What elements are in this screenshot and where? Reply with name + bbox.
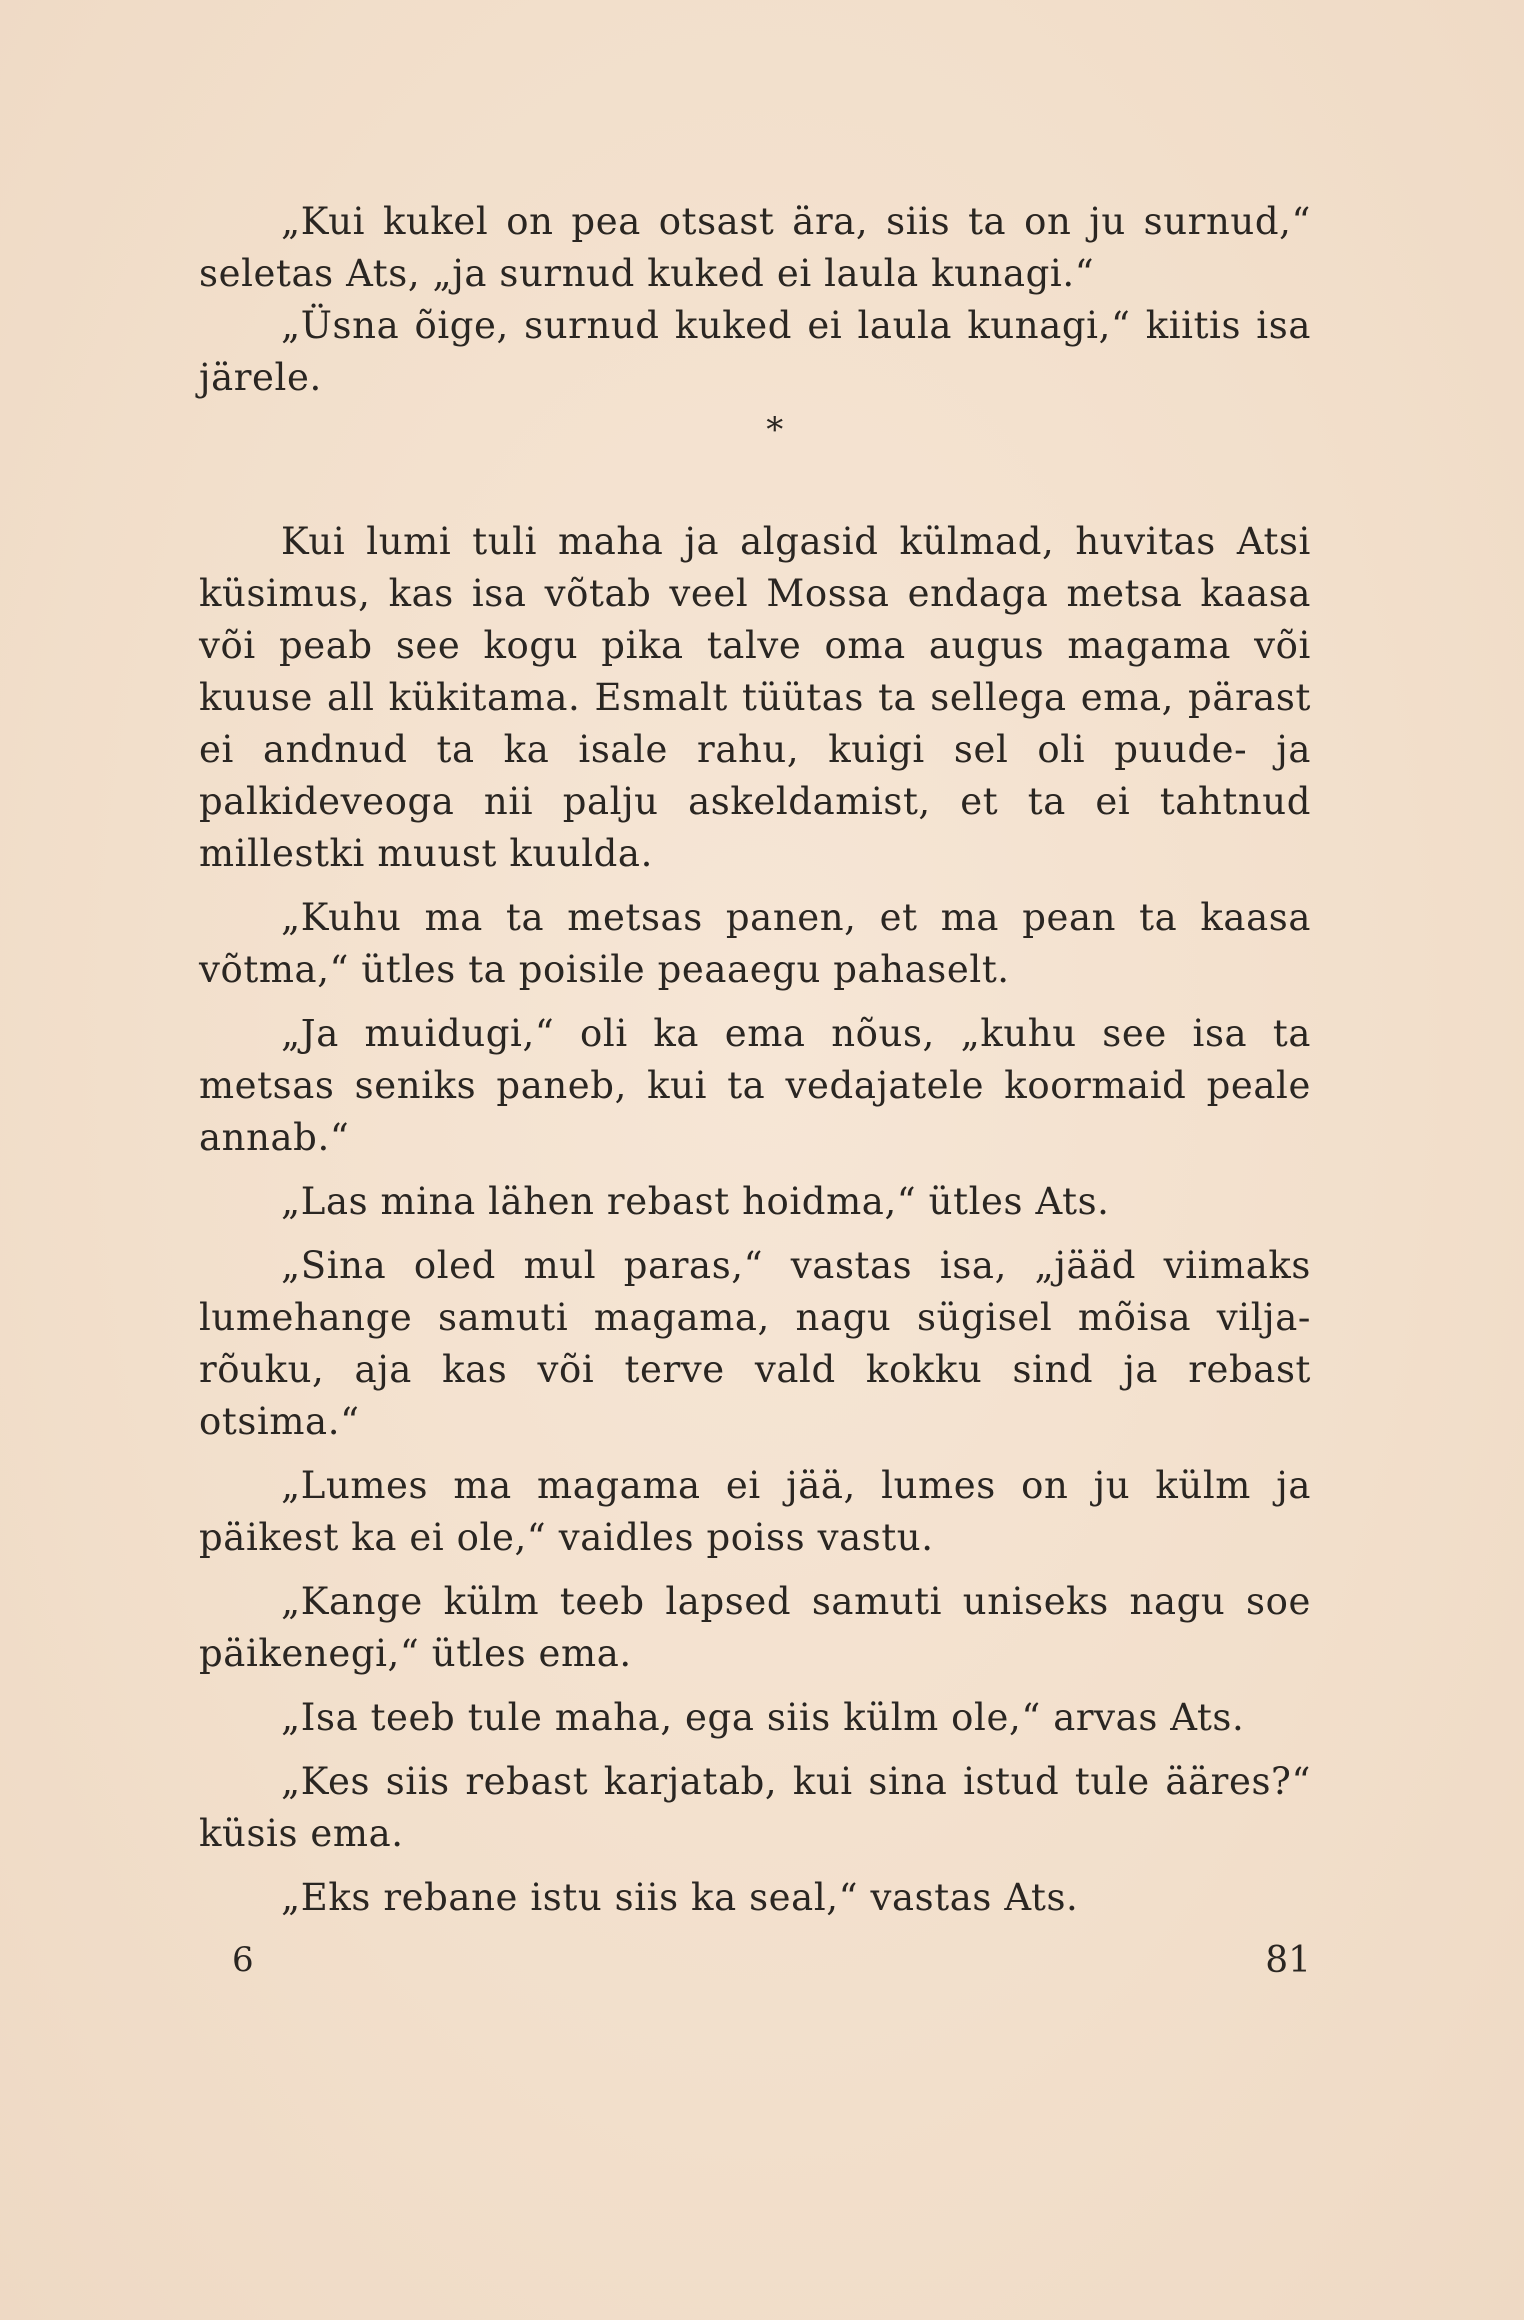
section-separator: * xyxy=(766,410,784,450)
paragraph-7: „Sina oled mul paras,“ vastas isa, „jääd viimaks lumehange samuti magama, nagu sügisel mõisa vilja- rõuku, aja kas või terve vald kokku sind ja rebast otsima.“ xyxy=(199,1244,1311,1443)
printer-signature-mark: 6 xyxy=(232,1940,254,1980)
page-body-text xyxy=(199,196,1311,1924)
page-number: 81 xyxy=(1265,1940,1311,1981)
paragraph-4: „Kuhu ma ta metsas panen, et ma pean ta kaasa võtma,“ ütles ta poisile peaaegu pahaselt. xyxy=(199,896,1311,991)
paragraph-2: „Üsna õige, surnud kuked ei laula kunagi,“ kiitis isa järele. xyxy=(199,304,1311,399)
paragraph-6: „Las mina lähen rebast hoidma,“ ütles Ats. xyxy=(281,1180,1110,1223)
paragraph-10: „Isa teeb tule maha, ega siis külm ole,“ arvas Ats. xyxy=(281,1696,1245,1739)
paragraph-1: „Kui kukel on pea otsast ära, siis ta on ju surnud,“ seletas Ats, „ja surnud kuked ei laula kunagi.“ xyxy=(199,200,1311,295)
paragraph-3: Kui lumi tuli maha ja algasid külmad, huvitas Atsi küsimus, kas isa võtab veel Mossa endaga metsa kaasa või peab see kogu pika talve oma augus magama või kuuse all kükitama. Esmalt tüütas ta sellega ema, pärast ei andnud ta ka isale rahu, kuigi sel oli puude- ja palkideveoga nii palju askeldamist, et ta ei tahtnud millestki muust kuulda. xyxy=(199,520,1311,875)
paragraph-8: „Lumes ma magama ei jää, lumes on ju külm ja päikest ka ei ole,“ vaidles poiss vastu. xyxy=(199,1464,1311,1559)
paragraph-12: „Eks rebane istu siis ka seal,“ vastas Ats. xyxy=(281,1876,1079,1919)
paragraph-5: „Ja muidugi,“ oli ka ema nõus, „kuhu see isa ta metsas seniks paneb, kui ta vedajatele koormaid peale annab.“ xyxy=(199,1012,1311,1159)
section-spacing xyxy=(199,456,1311,516)
paragraph-9: „Kange külm teeb lapsed samuti uniseks nagu soe päikenegi,“ ütles ema. xyxy=(199,1580,1311,1675)
paragraph-11: „Kes siis rebast karjatab, kui sina istud tule ääres?“ küsis ema. xyxy=(199,1760,1311,1855)
